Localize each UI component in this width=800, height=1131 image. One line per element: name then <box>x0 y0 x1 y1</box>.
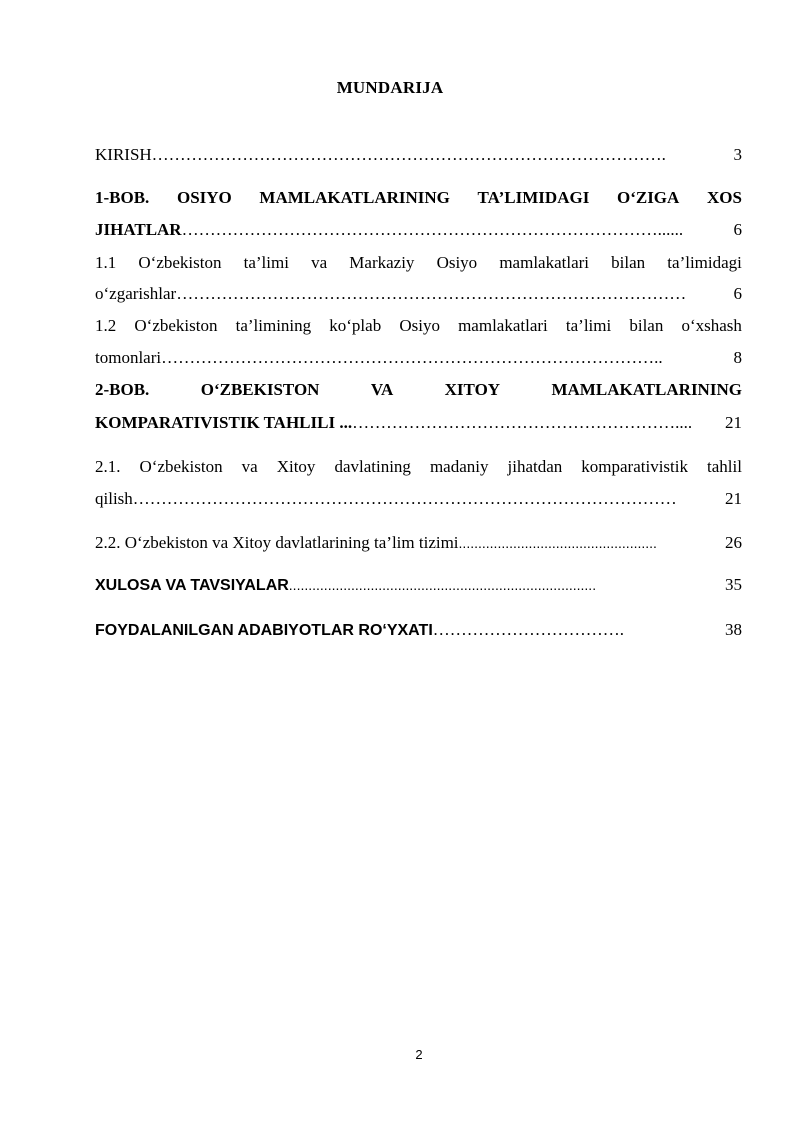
toc-entry-bob1-line1 <box>95 185 742 211</box>
toc-word: va <box>241 457 258 476</box>
toc-entry-s21-line2 <box>95 486 742 512</box>
toc-word: O‘ZBEKISTON <box>200 380 320 399</box>
toc-word: jihatdan <box>507 457 563 476</box>
toc-word: ta’limining <box>235 316 312 335</box>
toc-word: XITOY <box>444 380 501 399</box>
toc-word: 1.1 <box>95 253 117 272</box>
toc-word: O‘zbekiston <box>139 457 223 476</box>
page-title: MUNDARIJA <box>336 78 444 97</box>
toc-page-number: 35 <box>725 575 742 594</box>
toc-word: Osiyo <box>399 316 440 335</box>
toc-entry-text: tomonlari <box>95 348 162 367</box>
toc-entry-bob2-line2 <box>95 410 742 436</box>
toc-word: 1.2 <box>95 316 117 335</box>
toc-word: Osiyo <box>436 253 478 272</box>
toc-word: O‘ZIGA <box>616 188 680 207</box>
toc-leader: …………………………………………………………………………….. <box>161 348 663 367</box>
toc-entry-text: 2.2. O‘zbekiston va Xitoy davlatlarining ta’lim tizimi <box>95 533 459 552</box>
toc-leader: ................................................... <box>458 535 657 551</box>
toc-word: MAMLAKATLARINING <box>259 188 450 207</box>
toc-word: tahlil <box>707 457 742 476</box>
toc-word: VA <box>370 380 394 399</box>
toc-word: Xitoy <box>276 457 316 476</box>
toc-leader: ............................................................................... <box>288 577 597 593</box>
toc-word: ta’limidagi <box>667 253 742 272</box>
toc-word: davlatining <box>334 457 411 476</box>
toc-word: komparativistik <box>581 457 688 476</box>
toc-page-number: 21 <box>725 413 742 432</box>
toc-word: XOS <box>706 188 742 207</box>
toc-entry-s12-line1 <box>95 313 742 339</box>
toc-word: bilan <box>611 253 646 272</box>
toc-word: bilan <box>629 316 664 335</box>
toc-entry-text: KIRISH <box>95 145 152 164</box>
toc-entry-kirish <box>95 142 742 168</box>
toc-entry-s11-line1 <box>95 250 742 276</box>
toc-word: OSIYO <box>176 188 232 207</box>
toc-page-number: 38 <box>725 620 742 639</box>
toc-entry-text: FOYDALANILGAN ADABIYOTLAR RO‘YXATI <box>95 622 433 639</box>
toc-page-number: 6 <box>733 220 742 239</box>
toc-word: TA’LIMIDAGI <box>477 188 590 207</box>
toc-word: O‘zbekiston <box>138 253 222 272</box>
toc-entry-bob1-line2 <box>95 217 742 243</box>
toc-page-number: 21 <box>725 489 742 508</box>
toc-word: ko‘plab <box>329 316 382 335</box>
toc-leader: ……………………………………………………………………………… <box>176 284 687 303</box>
toc-entry-s21-line1 <box>95 454 742 480</box>
toc-entry-text: XULOSA VA TAVSIYALAR <box>95 577 289 594</box>
toc-word: 2-BOB. <box>95 380 150 399</box>
toc-entry-s12-line2 <box>95 345 742 371</box>
toc-word: o‘xshash <box>681 316 742 335</box>
toc-word: madaniy <box>429 457 489 476</box>
toc-word: 2.1. <box>95 457 121 476</box>
toc-word: 1-BOB. <box>95 188 150 207</box>
toc-leader: …………………………………………………………………………...... <box>181 220 684 239</box>
toc-entry-xulosa <box>95 572 742 598</box>
toc-leader: …………………………………………………………………………………… <box>132 489 677 508</box>
toc-entry-adabiyotlar <box>95 617 742 643</box>
toc-word: ta’limi <box>243 253 289 272</box>
toc-entry-text: o‘zgarishlar <box>95 284 177 303</box>
toc-entry-text: JIHATLAR <box>95 220 182 239</box>
toc-page-number: 26 <box>725 533 742 552</box>
toc-word: Markaziy <box>349 253 415 272</box>
toc-word: va <box>311 253 328 272</box>
toc-leader: ………………………………………………………………………………. <box>151 145 666 164</box>
toc-entry-s11-line2 <box>95 281 742 307</box>
toc-entry-bob2-line1 <box>95 377 742 403</box>
toc-leader: ……………………………. <box>432 620 625 639</box>
toc-leader: ………………………………………………….... <box>352 413 693 432</box>
toc-entry-s22 <box>95 530 742 556</box>
toc-word: O‘zbekiston <box>134 316 218 335</box>
toc-page-number: 6 <box>733 284 742 303</box>
toc-word: MAMLAKATLARINING <box>551 380 742 399</box>
toc-word: mamlakatlari <box>499 253 590 272</box>
toc-entry-text: qilish <box>95 489 133 508</box>
toc-word: mamlakatlari <box>458 316 548 335</box>
toc-word: ta’limi <box>565 316 612 335</box>
toc-page-number: 3 <box>733 145 742 164</box>
page-number: 2 <box>415 1047 423 1062</box>
toc-page-number: 8 <box>733 348 742 367</box>
toc-entry-text: KOMPARATIVISTIK TAHLILI ... <box>95 413 353 432</box>
